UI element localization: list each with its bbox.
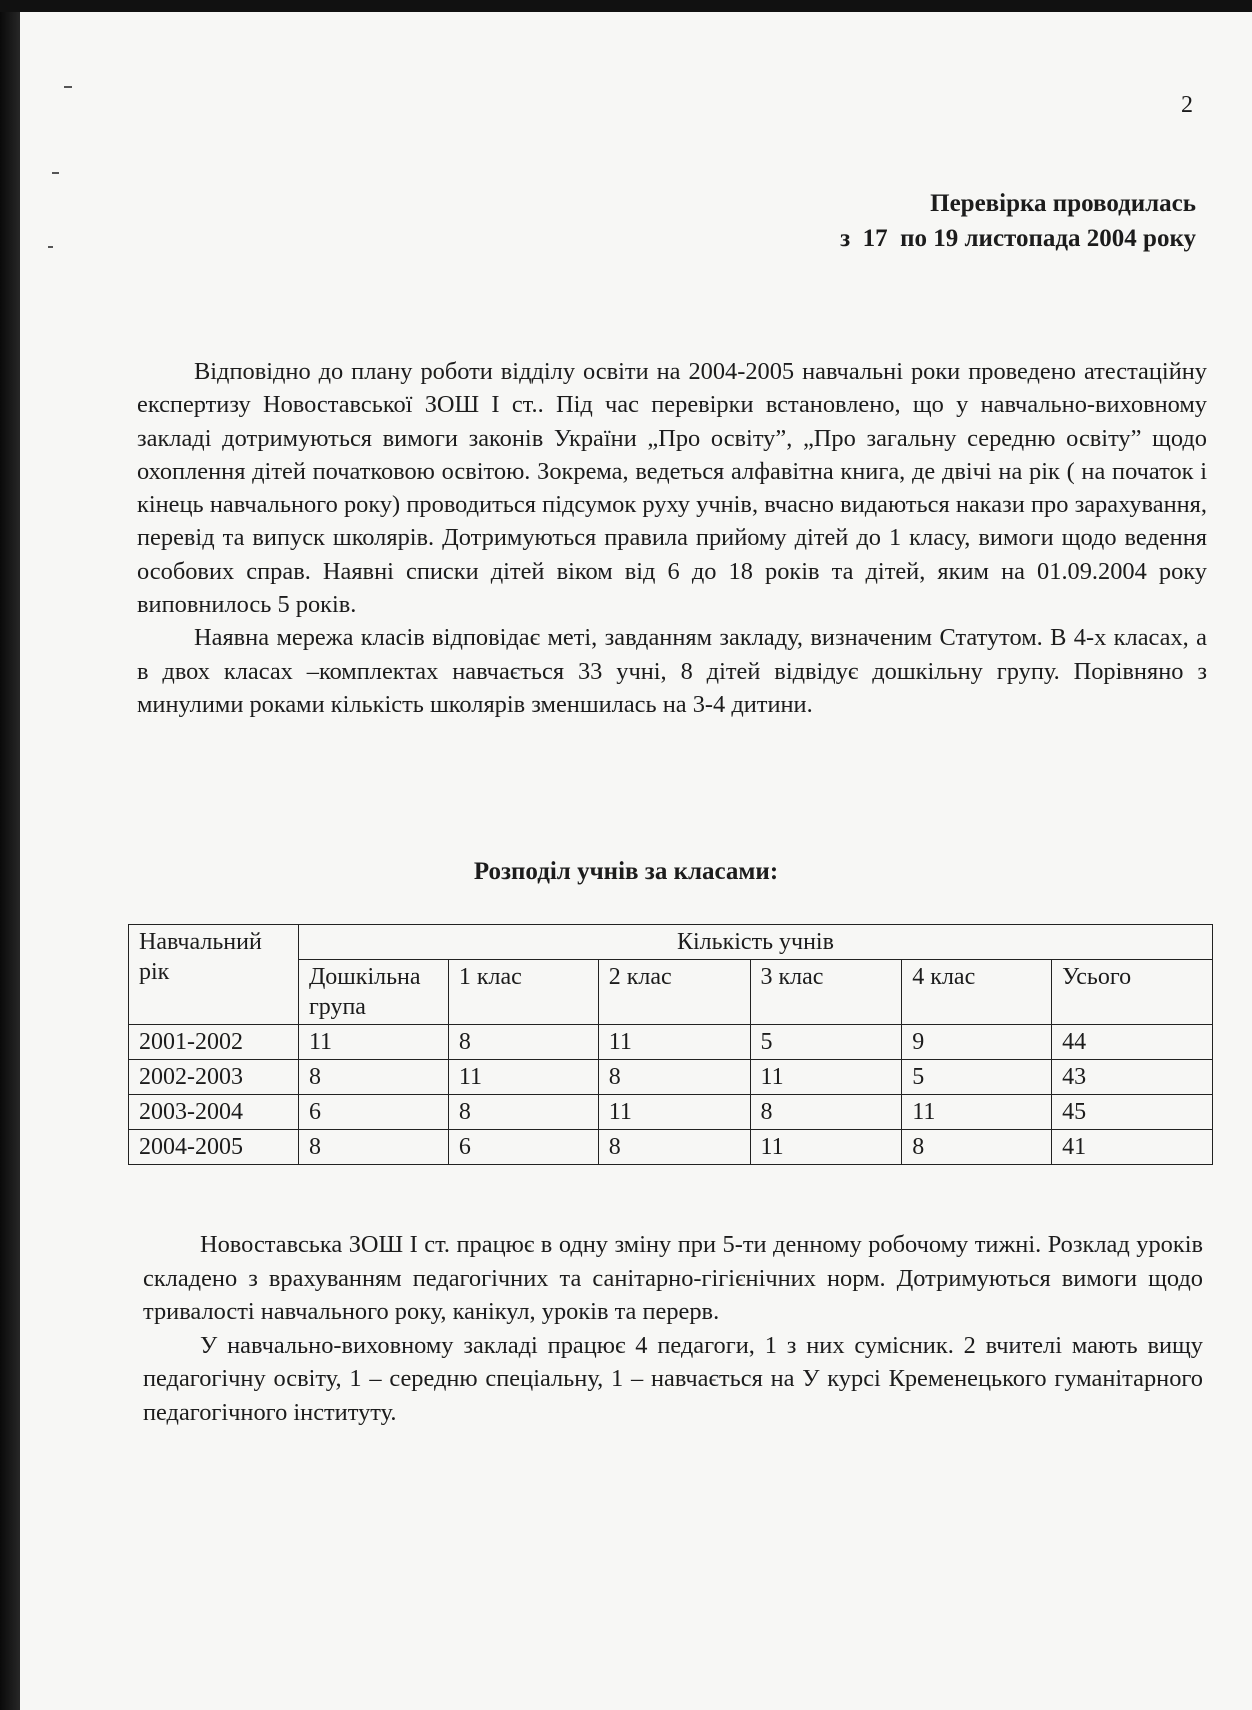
cell-value: 43 [1052, 1060, 1213, 1095]
scan-speck [52, 172, 59, 174]
cell-value: 8 [448, 1025, 598, 1060]
intro-text [137, 355, 1207, 721]
cell-value: 8 [902, 1130, 1052, 1165]
page-number: 2 [1181, 92, 1193, 118]
col-preschool: Дошкільна група [298, 960, 448, 1025]
header-line-1: Перевірка проводилась [930, 190, 1196, 217]
table-title: Розподіл учнів за класами: [473, 858, 779, 885]
cell-value: 11 [750, 1060, 902, 1095]
header-academic-year: Навчальний рік [129, 925, 299, 1025]
cell-value: 8 [598, 1130, 750, 1165]
cell-value: 8 [598, 1060, 750, 1095]
row-year: 2001-2002 [129, 1025, 299, 1060]
col-grade-4: 4 клас [902, 960, 1052, 1025]
scan-speck [64, 86, 72, 88]
header-student-count: Кількість учнів [298, 925, 1212, 960]
cell-value: 9 [902, 1025, 1052, 1060]
table-row [129, 1025, 1213, 1060]
cell-value: 6 [448, 1130, 598, 1165]
cell-value: 11 [598, 1025, 750, 1060]
outro-text [143, 1228, 1203, 1429]
cell-value: 41 [1052, 1130, 1213, 1165]
table-row [129, 1130, 1213, 1165]
cell-value: 5 [750, 1025, 902, 1060]
cell-value: 5 [902, 1060, 1052, 1095]
cell-value: 8 [750, 1095, 902, 1130]
header-line-2: з 17 по 19 листопада 2004 року [840, 225, 1196, 252]
cell-value: 6 [298, 1095, 448, 1130]
col-grade-2: 2 клас [598, 960, 750, 1025]
table-row [129, 1095, 1213, 1130]
col-grade-3: 3 клас [750, 960, 902, 1025]
table-row [129, 1060, 1213, 1095]
cell-value: 8 [298, 1130, 448, 1165]
cell-value: 45 [1052, 1095, 1213, 1130]
row-year: 2004-2005 [129, 1130, 299, 1165]
outro-paragraph-1: Новоставська ЗОШ І ст. працює в одну зміну при 5-ти денному робочому тижні. Розклад уроків складено з врахуванням педагогічних та санітарно-гігієнічних норм. Дотримуються вимоги щодо тривалості навчального року, канікул, уроків та перерв. [143, 1231, 1203, 1325]
cell-value: 8 [448, 1095, 598, 1130]
cell-value: 11 [902, 1095, 1052, 1130]
cell-value: 11 [298, 1025, 448, 1060]
cell-value: 44 [1052, 1025, 1213, 1060]
scan-speck [48, 246, 53, 248]
row-year: 2003-2004 [129, 1095, 299, 1130]
cell-value: 11 [598, 1095, 750, 1130]
students-by-class-table [128, 924, 1213, 1165]
row-year: 2002-2003 [129, 1060, 299, 1095]
table-header-row [129, 925, 1213, 960]
cell-value: 11 [750, 1130, 902, 1165]
outro-paragraph-2: У навчально-виховному закладі працює 4 педагоги, 1 з них сумісник. 2 вчителі мають вищу педагогічну освіту, 1 – середню спеціальну, 1 – навчається на У курсі Кременецького гуманітарного педагогічного інституту. [143, 1331, 1203, 1426]
intro-paragraph-2: Наявна мережа класів відповідає меті, завданням закладу, визначеним Статутом. В 4-х класах, а в двох класах –комплектах навчається 33 учні, 8 дітей відвідує дошкільну групу. Порівняно з минулими роками кількість школярів зменшилась на 3-4 дитини. [137, 624, 1207, 718]
cell-value: 8 [298, 1060, 448, 1095]
cell-value: 11 [448, 1060, 598, 1095]
col-grade-1: 1 клас [448, 960, 598, 1025]
col-total: Усього [1052, 960, 1213, 1025]
intro-paragraph-1: Відповідно до плану роботи відділу освіти на 2004-2005 навчальні роки проведено атестаційну експертизу Новоставської ЗОШ І ст.. Під час перевірки встановлено, що у навчально-виховному закладі дотримуються вимоги законів України „Про освіту”, „Про загальну середню освіту” щодо охоплення дітей початковою освітою. Зокрема, ведеться алфавітна книга, де двічі на рік ( на початок і кінець навчального року) проводиться підсумок руху учнів, вчасно видаються накази про зарахування, перевід та випуск школярів. Дотримуються правила прийому дітей до 1 класу, вимоги щодо ведення особових справ. Наявні списки дітей віком від 6 до 18 років та дітей, яким на 01.09.2004 року виповнилось 5 років. [137, 358, 1207, 619]
inspection-dates-header [840, 186, 1196, 256]
